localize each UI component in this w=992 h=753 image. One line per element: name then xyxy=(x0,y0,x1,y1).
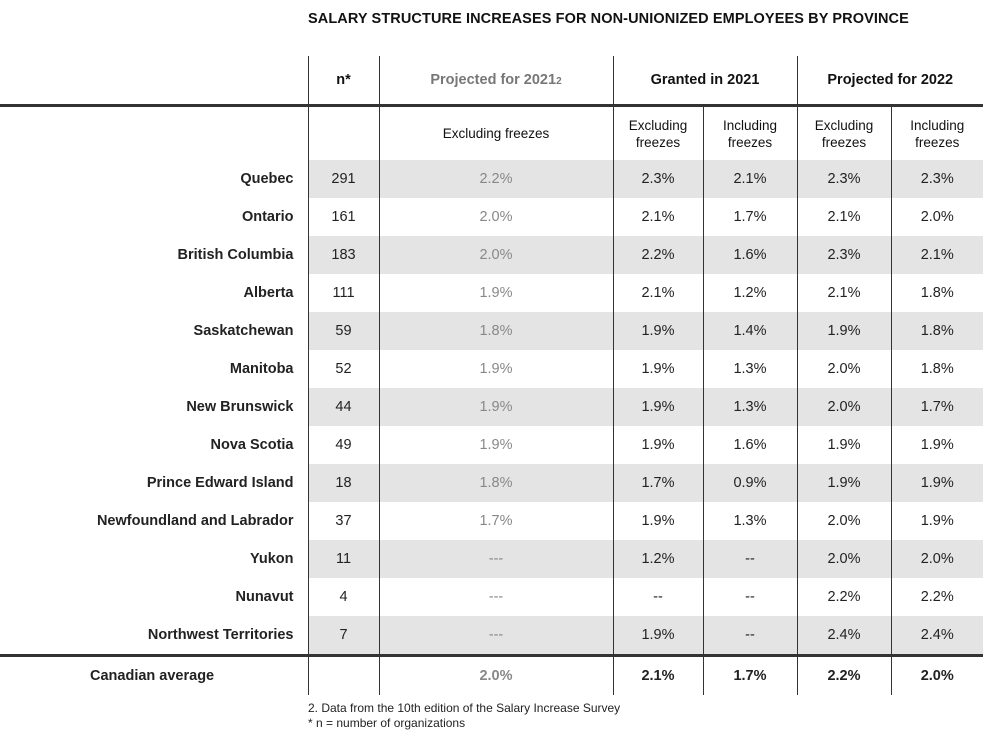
province-cell: Northwest Territories xyxy=(147,627,294,643)
province-cell: Nova Scotia xyxy=(210,437,294,453)
n-cell: 11 xyxy=(308,540,379,578)
n-cell: 161 xyxy=(308,198,379,236)
proj2022-incl-cell: 2.1% xyxy=(891,236,983,274)
average-row xyxy=(0,656,983,696)
granted-excl-cell: -- xyxy=(613,578,703,616)
proj2022-excl-cell: 2.1% xyxy=(797,274,891,312)
n-cell: 111 xyxy=(308,274,379,312)
granted-incl-cell: 2.1% xyxy=(703,160,797,198)
table-row xyxy=(0,578,983,616)
average-proj2021: 2.0% xyxy=(379,656,613,696)
table-row xyxy=(0,160,983,198)
granted-incl-cell: 1.7% xyxy=(703,198,797,236)
proj2021-cell: --- xyxy=(379,578,613,616)
table-row xyxy=(0,236,983,274)
granted-incl-cell: 0.9% xyxy=(703,464,797,502)
proj2022-excl-cell: 2.0% xyxy=(797,502,891,540)
granted-excl-cell: 2.1% xyxy=(613,274,703,312)
subheader-blank xyxy=(0,106,308,161)
granted-excl-cell: 1.9% xyxy=(613,502,703,540)
granted-incl-cell: -- xyxy=(703,540,797,578)
n-cell: 52 xyxy=(308,350,379,388)
proj2021-cell: 1.9% xyxy=(379,274,613,312)
proj2022-incl-cell: 1.7% xyxy=(891,388,983,426)
table-title: SALARY STRUCTURE INCREASES FOR NON-UNIONIZED EMPLOYEES BY PROVINCE xyxy=(308,11,909,27)
proj2022-incl-cell: 2.3% xyxy=(891,160,983,198)
granted-incl-cell: 1.3% xyxy=(703,502,797,540)
n-cell: 44 xyxy=(308,388,379,426)
proj2022-incl-cell: 1.9% xyxy=(891,426,983,464)
proj2021-cell: 1.8% xyxy=(379,312,613,350)
proj2022-excl-cell: 2.3% xyxy=(797,236,891,274)
proj2022-incl-cell: 2.0% xyxy=(891,198,983,236)
granted-incl-cell: 1.6% xyxy=(703,426,797,464)
province-cell: Manitoba xyxy=(229,361,294,377)
proj2022-incl-cell: 2.4% xyxy=(891,616,983,656)
proj2021-cell: 2.2% xyxy=(379,160,613,198)
proj2022-incl-cell: 1.8% xyxy=(891,350,983,388)
subheader-excluding-freezes: Excluding freezes xyxy=(379,106,613,161)
proj2022-excl-cell: 1.9% xyxy=(797,464,891,502)
province-cell: Saskatchewan xyxy=(193,323,294,339)
proj2021-cell: 1.9% xyxy=(379,350,613,388)
granted-excl-cell: 1.9% xyxy=(613,616,703,656)
table-row xyxy=(0,350,983,388)
province-cell: British Columbia xyxy=(177,247,294,263)
header-row xyxy=(0,56,983,106)
n-cell: 59 xyxy=(308,312,379,350)
table-row xyxy=(0,274,983,312)
province-cell: New Brunswick xyxy=(186,399,294,415)
granted-excl-cell: 2.2% xyxy=(613,236,703,274)
proj2022-excl-cell: 2.0% xyxy=(797,388,891,426)
granted-excl-cell: 1.9% xyxy=(613,350,703,388)
average-n xyxy=(308,656,379,696)
province-cell: Nunavut xyxy=(235,589,294,605)
table-row xyxy=(0,464,983,502)
proj2021-cell: 2.0% xyxy=(379,236,613,274)
proj2021-cell: 1.8% xyxy=(379,464,613,502)
proj2022-incl-cell: 1.8% xyxy=(891,274,983,312)
table-row xyxy=(0,616,983,656)
n-cell: 183 xyxy=(308,236,379,274)
granted-incl-cell: 1.2% xyxy=(703,274,797,312)
footnote-source: 2. Data from the 10th edition of the Salary Increase Survey xyxy=(308,701,621,715)
subheader-granted-including: Including freezes xyxy=(703,106,797,161)
subheader-n-blank xyxy=(308,106,379,161)
footnote-marker: 2 xyxy=(556,76,562,87)
n-cell: 49 xyxy=(308,426,379,464)
province-cell: Ontario xyxy=(241,209,294,225)
proj2022-excl-cell: 2.2% xyxy=(797,578,891,616)
proj2022-excl-cell: 2.0% xyxy=(797,350,891,388)
n-cell: 291 xyxy=(308,160,379,198)
proj2021-cell: --- xyxy=(379,616,613,656)
proj2022-incl-cell: 1.9% xyxy=(891,464,983,502)
granted-incl-cell: 1.3% xyxy=(703,350,797,388)
province-cell: Quebec xyxy=(240,171,294,187)
granted-incl-cell: 1.3% xyxy=(703,388,797,426)
footnote-n: * n = number of organizations xyxy=(308,716,466,730)
proj2022-excl-cell: 2.0% xyxy=(797,540,891,578)
header-projected-2021: Projected for 20212 xyxy=(379,56,613,106)
proj2021-cell: 1.9% xyxy=(379,426,613,464)
province-cell: Prince Edward Island xyxy=(146,475,294,491)
n-cell: 7 xyxy=(308,616,379,656)
proj2022-incl-cell: 1.8% xyxy=(891,312,983,350)
salary-table xyxy=(0,56,983,695)
proj2021-cell: --- xyxy=(379,540,613,578)
province-cell: Alberta xyxy=(243,285,294,301)
province-cell: Yukon xyxy=(249,551,294,567)
granted-excl-cell: 2.3% xyxy=(613,160,703,198)
granted-incl-cell: 1.6% xyxy=(703,236,797,274)
proj2022-incl-cell: 1.9% xyxy=(891,502,983,540)
header-n: n* xyxy=(308,56,379,106)
header-projected-2022: Projected for 2022 xyxy=(797,56,983,106)
n-cell: 18 xyxy=(308,464,379,502)
granted-excl-cell: 1.9% xyxy=(613,388,703,426)
province-cell: Newfoundland and Labrador xyxy=(96,513,294,529)
average-granted-excl: 2.1% xyxy=(613,656,703,696)
subheader-granted-excluding: Excluding freezes xyxy=(613,106,703,161)
table-row xyxy=(0,388,983,426)
average-label: Canadian average xyxy=(0,656,308,696)
header-granted-2021: Granted in 2021 xyxy=(613,56,797,106)
average-granted-incl: 1.7% xyxy=(703,656,797,696)
proj2022-excl-cell: 2.3% xyxy=(797,160,891,198)
proj2022-excl-cell: 1.9% xyxy=(797,312,891,350)
subheader-2022-excluding: Excluding freezes xyxy=(797,106,891,161)
table-row xyxy=(0,312,983,350)
granted-incl-cell: -- xyxy=(703,616,797,656)
proj2021-cell: 1.9% xyxy=(379,388,613,426)
proj2022-excl-cell: 1.9% xyxy=(797,426,891,464)
subheader-row xyxy=(0,106,983,161)
granted-excl-cell: 2.1% xyxy=(613,198,703,236)
header-blank xyxy=(0,56,308,106)
proj2022-incl-cell: 2.0% xyxy=(891,540,983,578)
granted-excl-cell: 1.2% xyxy=(613,540,703,578)
subheader-2022-including: Including freezes xyxy=(891,106,983,161)
granted-excl-cell: 1.7% xyxy=(613,464,703,502)
average-proj2022-excl: 2.2% xyxy=(797,656,891,696)
proj2021-cell: 2.0% xyxy=(379,198,613,236)
average-proj2022-incl: 2.0% xyxy=(891,656,983,696)
table-row xyxy=(0,540,983,578)
proj2022-excl-cell: 2.4% xyxy=(797,616,891,656)
n-cell: 4 xyxy=(308,578,379,616)
granted-incl-cell: -- xyxy=(703,578,797,616)
table-row xyxy=(0,502,983,540)
granted-excl-cell: 1.9% xyxy=(613,426,703,464)
proj2021-cell: 1.7% xyxy=(379,502,613,540)
table-row xyxy=(0,426,983,464)
proj2022-excl-cell: 2.1% xyxy=(797,198,891,236)
table-row xyxy=(0,198,983,236)
granted-incl-cell: 1.4% xyxy=(703,312,797,350)
proj2022-incl-cell: 2.2% xyxy=(891,578,983,616)
granted-excl-cell: 1.9% xyxy=(613,312,703,350)
n-cell: 37 xyxy=(308,502,379,540)
